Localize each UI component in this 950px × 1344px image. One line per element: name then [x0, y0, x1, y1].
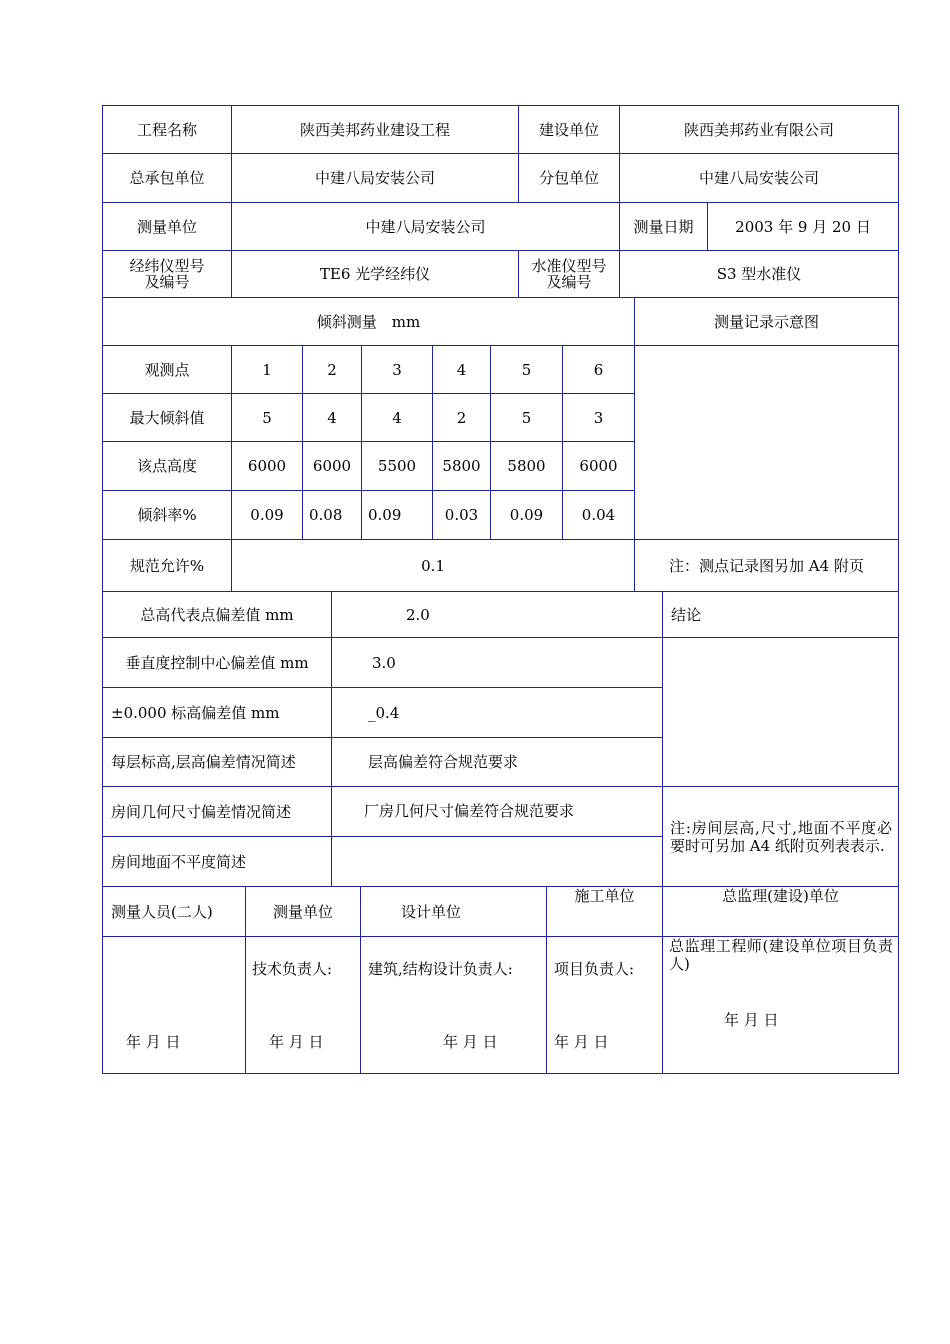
survey-unit-label: 测量单位 [102, 202, 231, 250]
diagram-area [634, 345, 898, 539]
max-tilt-label: 最大倾斜值 [102, 393, 231, 441]
tech-lead-sign [245, 936, 360, 1073]
build-unit-value: 陕西美邦药业有限公司 [619, 105, 898, 153]
survey-unit-sign-label: 测量单位 [245, 886, 360, 936]
height-label: 该点高度 [102, 441, 231, 490]
floor-value: 层高偏差符合规范要求 [331, 737, 662, 786]
max-tilt-cell: 4 [361, 393, 432, 441]
date-supervisor: 年 月 日 [724, 1011, 779, 1029]
general-contractor-label: 总承包单位 [102, 153, 231, 202]
height-cell: 5500 [361, 441, 432, 490]
room-label: 房间几何尺寸偏差情况简述 [102, 786, 331, 836]
ground-label: 房间地面不平度简述 [102, 836, 331, 886]
allow-value: 0.1 [231, 539, 634, 591]
supervisor-unit-label: 总监理(建设)单位 [662, 886, 898, 936]
point-cell: 4 [432, 345, 490, 393]
rate-label: 倾斜率% [102, 490, 231, 539]
project-name-value: 陕西美邦药业建设工程 [231, 105, 518, 153]
theodolite-label-line1: 经纬仪型号 [129, 257, 205, 275]
summary-note: 注:房间层高,尺寸,地面不平度必要时可另加 A4 纸附页列表表示. [662, 786, 898, 886]
max-tilt-cell: 4 [302, 393, 361, 441]
date-surveyors: 年 月 日 [126, 1033, 181, 1051]
vertical-value: 3.0 [331, 637, 662, 687]
survey-date-label: 测量日期 [619, 202, 707, 250]
surveyors-sign [102, 936, 245, 1073]
rate-cell: 0.08 [302, 490, 361, 539]
point-cell: 3 [361, 345, 432, 393]
level-label-line2: 及编号 [546, 273, 592, 291]
inspection-form [102, 105, 898, 1073]
vertical-label: 垂直度控制中心偏差值 mm [102, 637, 331, 687]
rate-cell: 0.03 [432, 490, 490, 539]
theodolite-value: TE6 光学经纬仪 [231, 250, 518, 297]
max-tilt-cell: 5 [231, 393, 302, 441]
rate-cell: 0.04 [562, 490, 634, 539]
total-height-label: 总高代表点偏差值 mm [102, 591, 331, 637]
project-lead-sign [546, 936, 662, 1073]
elevation-label: ±0.000 标高偏差值 mm [102, 687, 331, 737]
survey-date-value: 2003 年 9 月 20 日 [707, 202, 898, 250]
design-unit-label: 设计单位 [360, 886, 546, 936]
elevation-value: _0.4 [331, 687, 662, 737]
point-label: 观测点 [102, 345, 231, 393]
point-cell: 5 [490, 345, 562, 393]
date-design-unit: 年 月 日 [443, 1033, 498, 1051]
project-lead-label: 项目负责人: [554, 960, 635, 978]
height-cell: 5800 [432, 441, 490, 490]
diagram-note: 注：测点记录图另加 A4 附页 [634, 539, 898, 591]
height-cell: 5800 [490, 441, 562, 490]
date-construction: 年 月 日 [554, 1033, 609, 1051]
level-label-line1: 水准仪型号 [531, 257, 607, 275]
height-cell: 6000 [562, 441, 634, 490]
tech-lead-label: 技术负责人: [252, 960, 333, 978]
level-label [518, 250, 619, 297]
theodolite-label [102, 250, 231, 297]
ground-value [331, 836, 662, 886]
height-cell: 6000 [302, 441, 361, 490]
project-name-label: 工程名称 [102, 105, 231, 153]
point-cell: 6 [562, 345, 634, 393]
rate-cell: 0.09 [231, 490, 302, 539]
total-height-value: 2.0 [331, 591, 662, 637]
tilt-header: 倾斜测量 mm [102, 297, 634, 345]
date-survey-unit: 年 月 日 [269, 1033, 324, 1051]
general-contractor-value: 中建八局安装公司 [231, 153, 518, 202]
frame-right-border [898, 105, 899, 1073]
room-value: 厂房几何尺寸偏差符合规范要求 [331, 786, 662, 836]
build-unit-label: 建设单位 [518, 105, 619, 153]
conclusion-label: 结论 [662, 591, 898, 637]
theodolite-label-line2: 及编号 [144, 273, 190, 291]
chief-supervisor-label: 总监理工程师(建设单位项目负责人) [669, 937, 893, 973]
point-cell: 1 [231, 345, 302, 393]
max-tilt-cell: 5 [490, 393, 562, 441]
diagram-header: 测量记录示意图 [634, 297, 898, 345]
floor-label: 每层标高,层高偏差情况简述 [102, 737, 331, 786]
design-lead-label: 建筑,结构设计负责人: [368, 960, 513, 978]
rate-cell: 0.09 [490, 490, 562, 539]
rate-cell: 0.09 [361, 490, 432, 539]
level-value: S3 型水准仪 [619, 250, 898, 297]
allow-label: 规范允许% [102, 539, 231, 591]
conclusion-area [662, 637, 898, 786]
design-lead-sign [360, 936, 546, 1073]
survey-unit-value: 中建八局安装公司 [231, 202, 619, 250]
construction-unit-label: 施工单位 [546, 886, 662, 936]
subcontractor-label: 分包单位 [518, 153, 619, 202]
surveyors-label: 测量人员(二人) [102, 886, 245, 936]
height-cell: 6000 [231, 441, 302, 490]
subcontractor-value: 中建八局安装公司 [619, 153, 898, 202]
point-cell: 2 [302, 345, 361, 393]
max-tilt-cell: 2 [432, 393, 490, 441]
frame-bottom-border [102, 1073, 899, 1074]
max-tilt-cell: 3 [562, 393, 634, 441]
